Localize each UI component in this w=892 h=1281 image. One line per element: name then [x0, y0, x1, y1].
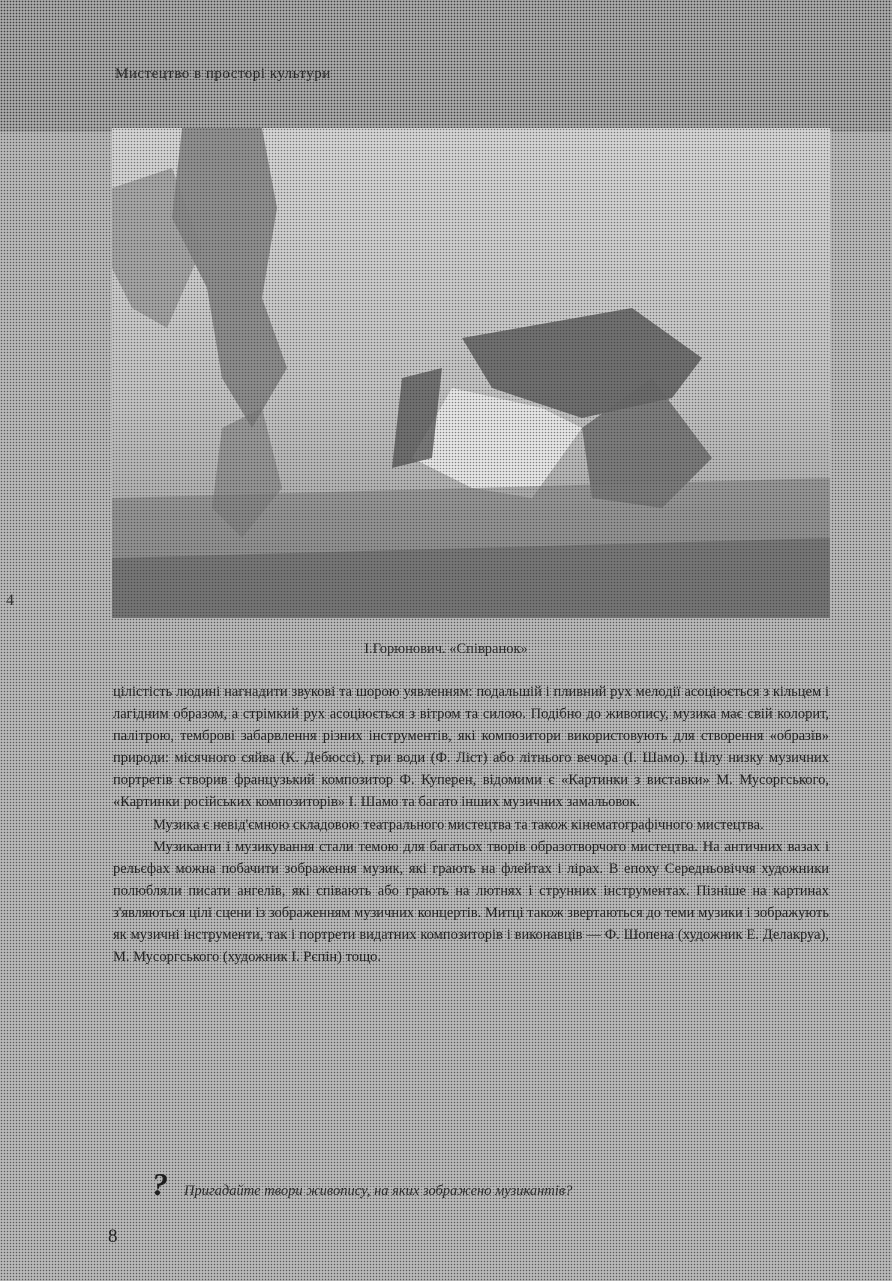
question-mark-icon: ?	[152, 1166, 168, 1202]
question-block	[152, 1168, 832, 1200]
question-text: Пригадайте твори живопису, на яких зображено музикантів?	[184, 1183, 573, 1199]
paragraph-1: цілістість людині нагнадити звукові та шорою уявленням: подальшій і пливний рух мелодії асоціюється з кільцем і лагідним образом, а стрімкий рух асоціюється з вітром та силою. Подібно до живопису, музика має свій колорит, палітрою, темброві забарвлення різних інструментів, які композитори використовують для створення «образів» природи: місячного сяйва (К. Дебюссі), гри води (Ф. Ліст) або літнього вечора (І. Шамо). Цілу низку музичних портретів створив французький композитор Ф. Куперен, відомими є «Картинки з виставки» М. Мусоргського, «Картинки російських композиторів» І. Шамо та багато інших музичних замальовок.	[113, 684, 829, 811]
paragraph-2: Музика є невід'ємною складовою театрального мистецтва та також кінематографічного мистецтва.	[153, 816, 764, 833]
paragraph-3: Музиканти і музикування стали темою для багатьох творів образотворчого мистецтва. На античних вазах і рельєфах можна побачити зображення музик, які грають на флейтах і лірах. В епоху Середньовіччя художники полюбляли писати ангелів, які співають або грають на лютнях і струнних інструментах. Пізніше на картинах з'являються цілі сцени із зображенням музичних концертів. Митці також звертаються до теми музики і зображують як музичні інструменти, так і портрети видатних композиторів і виконавців — Ф. Шопена (художник Е. Делакруа), М. Мусоргського (художник І. Рєпін) тощо.	[113, 838, 829, 966]
side-mark: 4	[6, 592, 14, 609]
page-number: 8	[108, 1226, 118, 1247]
figure-caption: І.Горюнович. «Співранок»	[364, 641, 528, 657]
painting-photo	[112, 128, 830, 618]
running-head: Мистецтво в просторі культури	[115, 66, 331, 82]
body-text	[113, 681, 829, 968]
